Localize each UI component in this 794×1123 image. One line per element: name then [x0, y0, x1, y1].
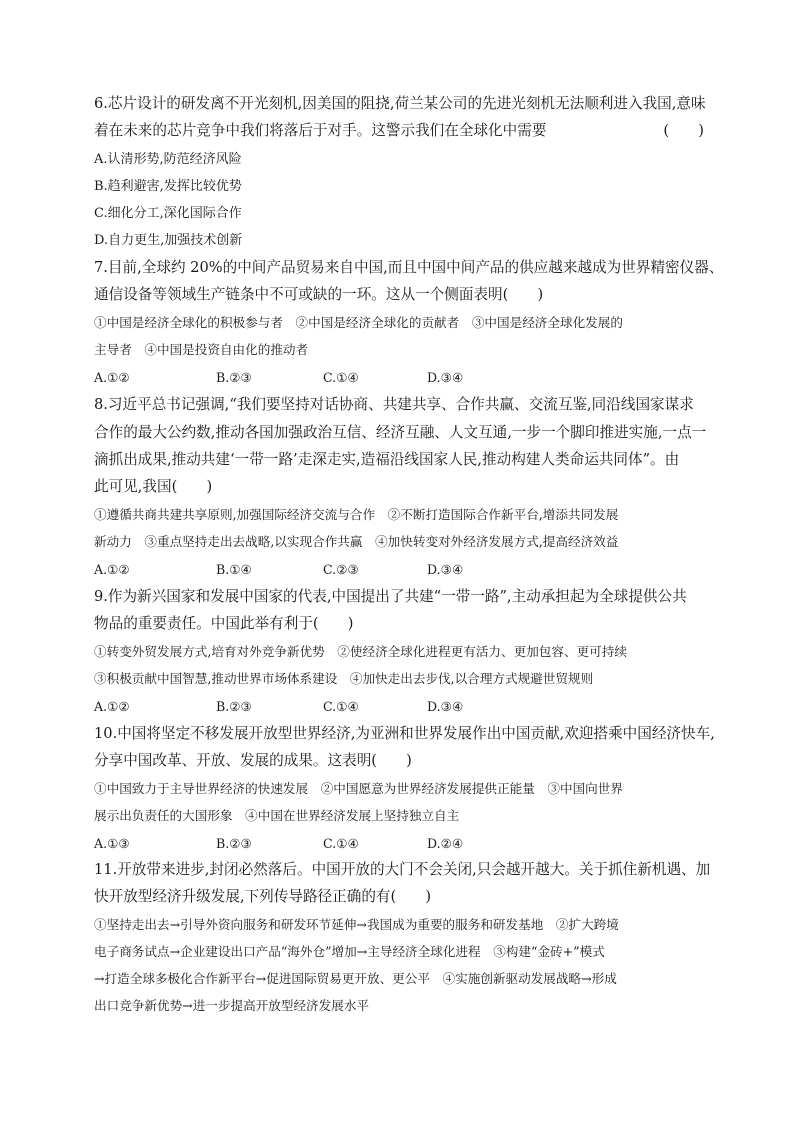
q6-stem-text: 着在未来的芯片竞争中我们将落后于对手。这警示我们在全球化中需要: [94, 122, 547, 139]
q6-stem-line-2: [94, 122, 704, 140]
q6-option-a: A.认清形势,防范经济风险: [94, 152, 242, 167]
q10-choice-b: B.②③: [216, 836, 252, 851]
q6-option-b: B.趋利避害,发挥比较优势: [94, 179, 242, 194]
q10-stem-line-1: 10.中国将坚定不移发展开放型世界经济,为亚洲和世界发展作出中国贡献,欢迎搭乘中国经济快车,: [94, 725, 715, 742]
q11-stem-line-1: 11.开放带来进步,封闭必然落后。中国开放的大门不会关闭,只会越开越大。关于抓住新机遇、加: [94, 861, 711, 878]
q9-statements-line-2: ③积极贡献中国智慧,推动世界市场体系建设 ④加快走出去步伐,以合理方式规避世贸规则: [94, 671, 594, 686]
q7-choice-c: C.①④: [323, 370, 359, 385]
q11-statements-line-4: 出口竞争新优势→进一步提高开放型经济发展水平: [94, 998, 370, 1013]
q11-statements-line-2: 电子商务试点→企业建设出口产品“海外仓”增加→主导经济全球化进程 ③构建“金砖+”模式: [94, 944, 605, 959]
q7-statements-line-2: 主导者 ④中国是投资自由化的推动者: [94, 342, 309, 357]
q9-statements-line-1: ①转变外贸发展方式,培育对外竞争新优势 ②使经济全球化进程更有活力、更加包容、更可持续: [94, 644, 627, 659]
q11-statements-line-3: →打造全球多极化合作新平台→促进国际贸易更开放、更公平 ④实施创新驱动发展战略→形成: [94, 971, 617, 986]
q9-choice-c: C.①④: [323, 699, 359, 714]
q6-option-d: D.自力更生,加强技术创新: [94, 233, 243, 248]
q8-statements-line-2: 新动力 ③重点坚持走出去战略,以实现合作共赢 ④加快转变对外经济发展方式,提高经济效益: [94, 534, 619, 549]
q6-answer-paren: ( ): [663, 122, 704, 139]
q10-stem-line-2: 分享中国改革、开放、发展的成果。这表明( ): [94, 752, 412, 769]
q9-stem-line-1: 9.作为新兴国家和发展中国家的代表,中国提出了共建“一带一路”,主动承担起为全球提供公共: [94, 588, 687, 605]
q7-choice-d: D.③④: [427, 370, 464, 385]
q7-statements-line-1: ①中国是经济全球化的积极参与者 ②中国是经济全球化的贡献者 ③中国是经济全球化发展的: [94, 315, 623, 330]
q10-choice-c: C.①④: [323, 836, 359, 851]
q9-stem-line-2: 物品的重要责任。中国此举有利于( ): [94, 615, 354, 632]
q9-choice-b: B.②③: [216, 699, 252, 714]
q6-stem-line-1: 6.芯片设计的研发离不开光刻机,因美国的阻挠,荷兰某公司的先进光刻机无法顺利进入我国,意味: [94, 95, 706, 112]
q11-stem-line-2: 快开放型经济升级发展,下列传导路径正确的有( ): [94, 888, 432, 905]
q6-option-c: C.细化分工,深化国际合作: [94, 206, 242, 221]
q10-choice-a: A.①③: [94, 836, 130, 851]
q10-choice-d: D.②④: [427, 836, 464, 851]
q9-choice-d: D.③④: [427, 699, 464, 714]
q8-stem-line-3: 滴抓出成果,推动共建‘一带一路’走深走实,造福沿线国家人民,推动构建人类命运共同体”。由: [94, 451, 680, 468]
q8-stem-line-2: 合作的最大公约数,推动各国加强政治互信、经济互融、人文互通,一步一个脚印推进实施,一点一: [94, 424, 707, 441]
q8-choice-d: D.③④: [427, 562, 464, 577]
q8-choice-c: C.②③: [323, 562, 359, 577]
q8-stem-line-4: 此可见,我国( ): [94, 478, 213, 495]
q7-choice-b: B.②③: [216, 370, 252, 385]
q10-statements-line-1: ①中国致力于主导世界经济的快速发展 ②中国愿意为世界经济发展提供正能量 ③中国向世界: [94, 781, 623, 796]
q11-statements-line-1: ①坚持走出去→引导外资向服务和研发环节延伸→我国成为重要的服务和研发基地 ②扩大跨境: [94, 917, 619, 932]
q7-choice-a: A.①②: [94, 370, 130, 385]
q10-statements-line-2: 展示出负责任的大国形象 ④中国在世界经济发展上坚持独立自主: [94, 808, 460, 823]
q7-stem-line-2: 通信设备等领域生产链条中不可或缺的一环。这从一个侧面表明( ): [94, 286, 544, 303]
q8-choice-b: B.①④: [216, 562, 252, 577]
q7-stem-line-1: 7.目前,全球约 20%的中间产品贸易来自中国,而且中国中间产品的供应越来越成为世界精密仪器、: [94, 259, 724, 276]
q9-choice-a: A.①②: [94, 699, 130, 714]
q8-statements-line-1: ①遵循共商共建共享原则,加强国际经济交流与合作 ②不断打造国际合作新平台,增添共同发展: [94, 507, 619, 522]
q8-stem-line-1: 8.习近平总书记强调,“我们要坚持对话协商、共建共享、合作共赢、交流互鉴,同沿线国家谋求: [94, 396, 694, 413]
q8-choice-a: A.①②: [94, 562, 130, 577]
